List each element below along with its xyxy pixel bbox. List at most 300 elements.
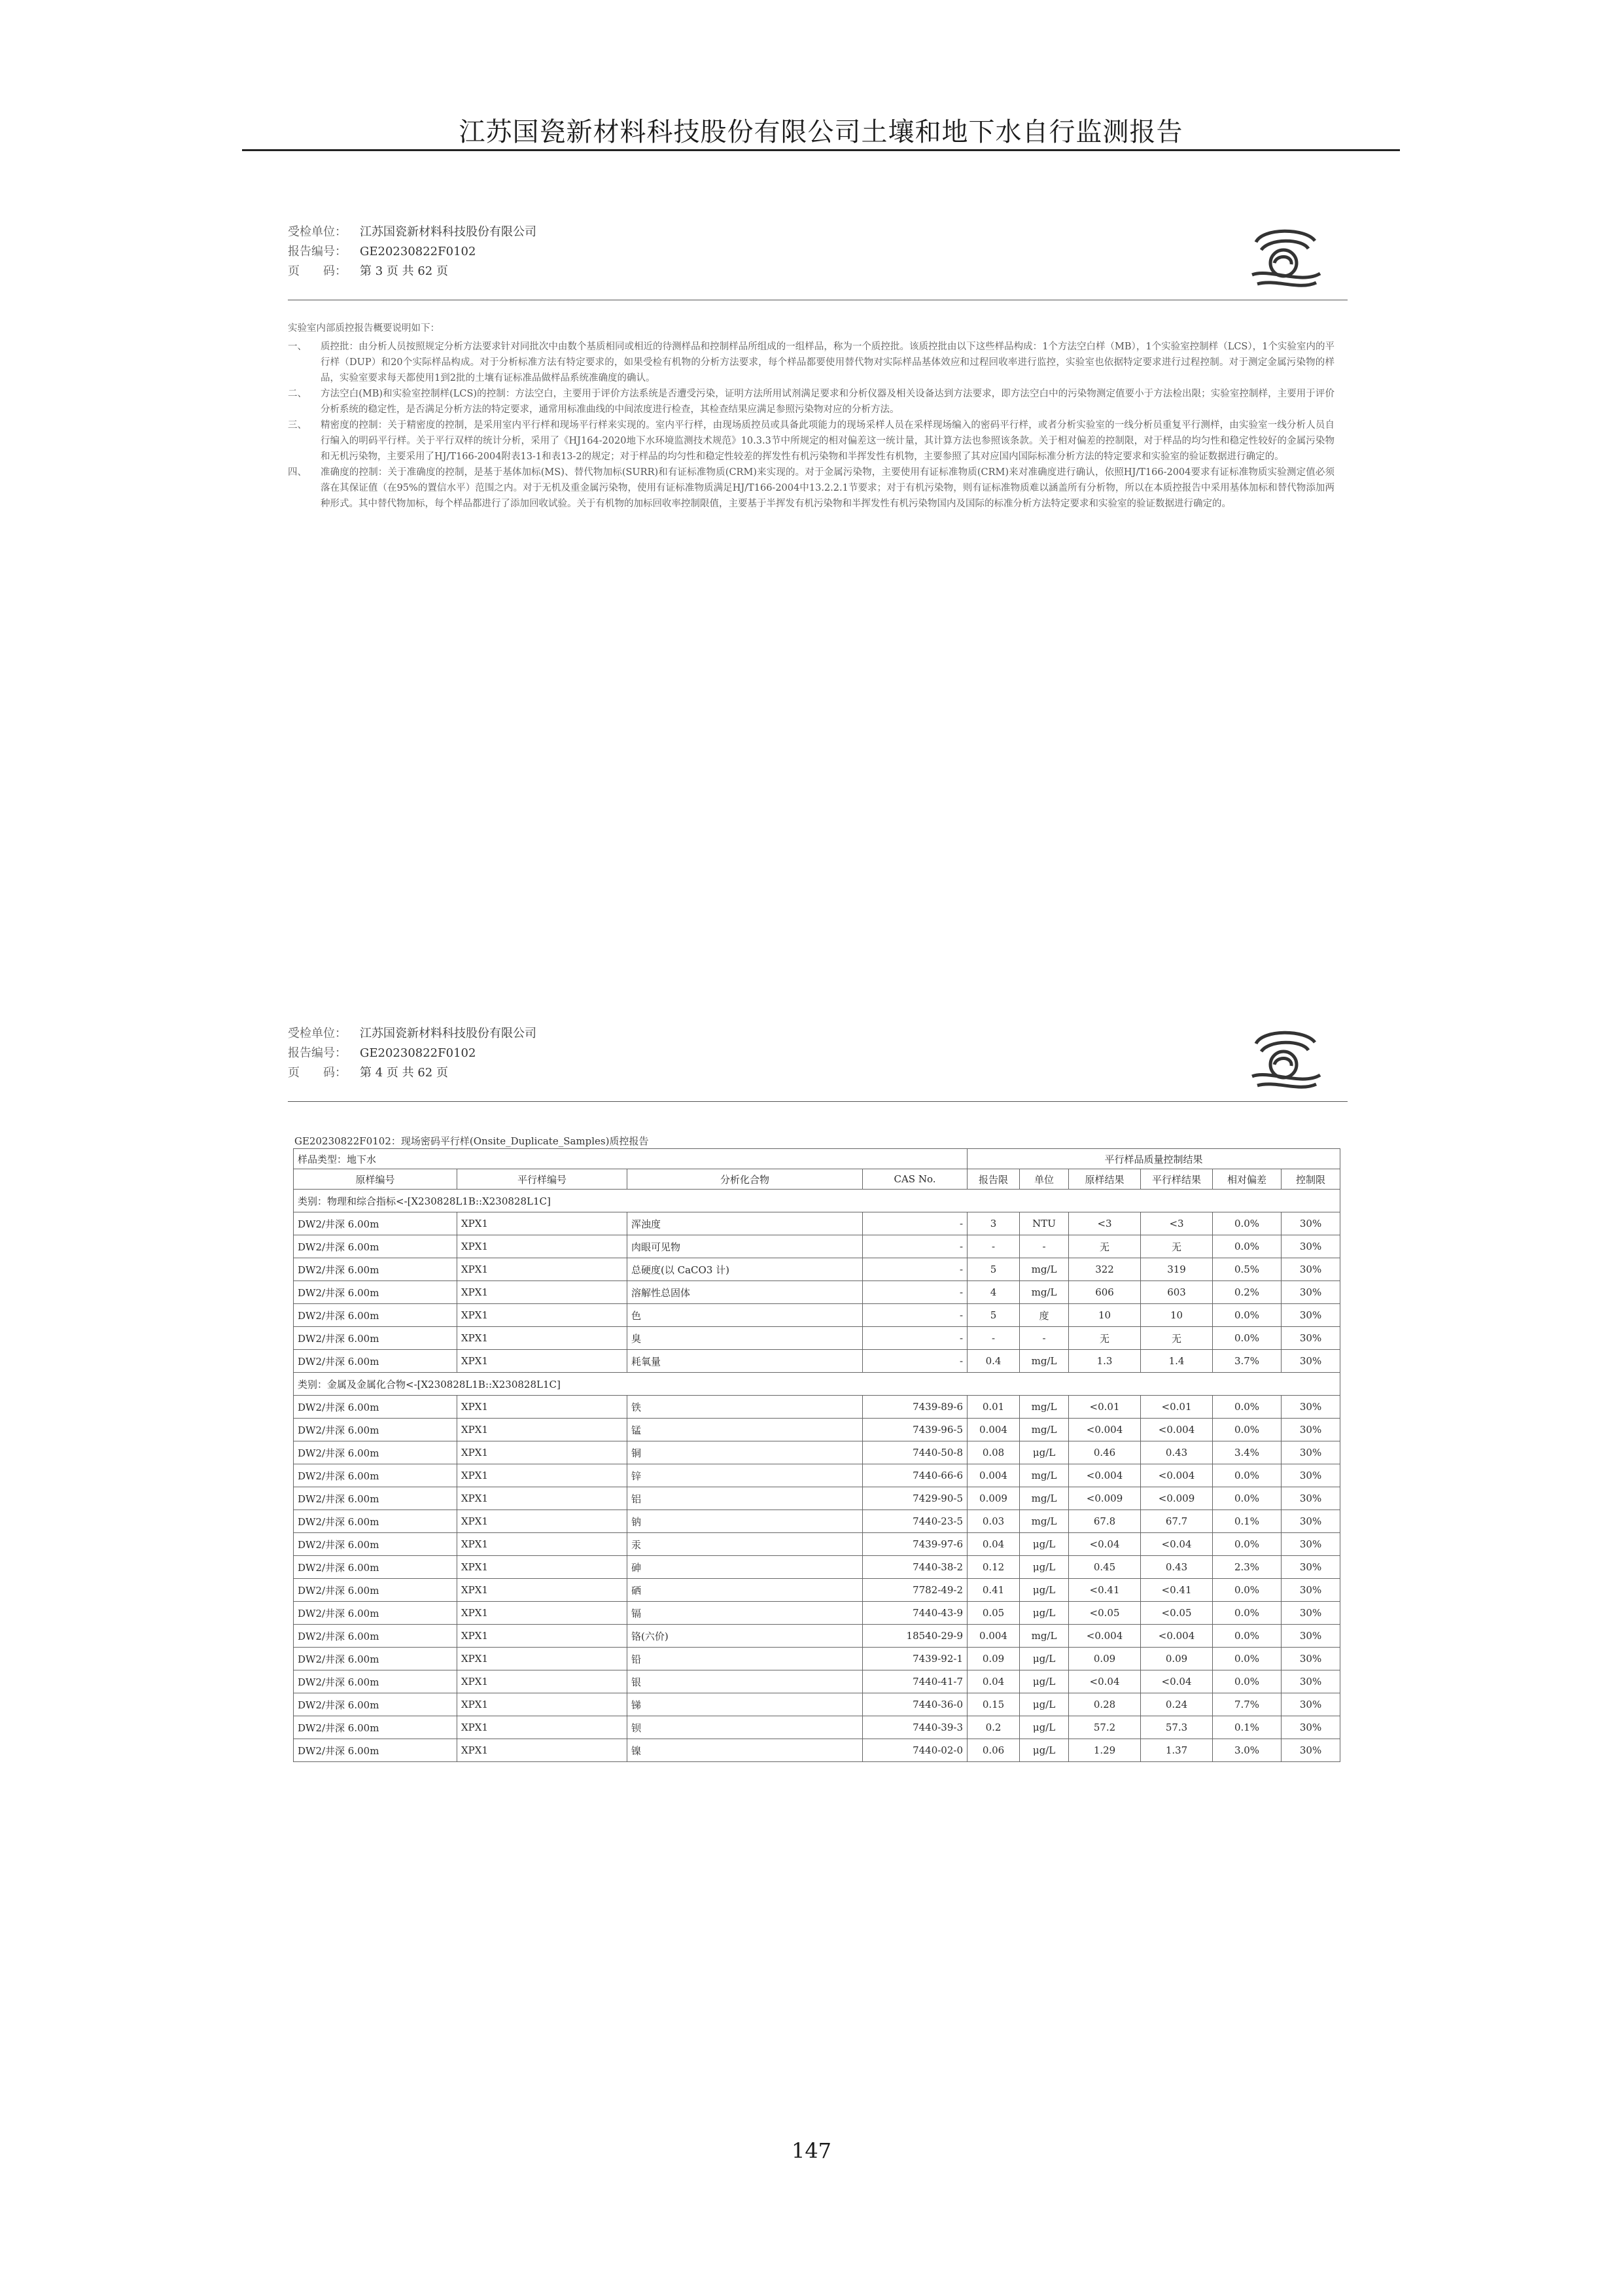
table-cell: XPX1 bbox=[457, 1235, 627, 1258]
table-cell: 锰 bbox=[627, 1419, 863, 1441]
table-cell: DW2/井深 6.00m bbox=[294, 1533, 457, 1556]
report-meta bbox=[288, 222, 536, 281]
table-cell: XPX1 bbox=[457, 1670, 627, 1693]
table-cell: DW2/井深 6.00m bbox=[294, 1327, 457, 1350]
table-cell: μg/L bbox=[1020, 1739, 1069, 1762]
meta-value: 第 4 页 共 62 页 bbox=[360, 1066, 448, 1080]
table-cell: 30% bbox=[1282, 1693, 1340, 1716]
table-cell: 30% bbox=[1282, 1510, 1340, 1533]
table-cell: 30% bbox=[1282, 1739, 1340, 1762]
table-cell: 30% bbox=[1282, 1419, 1340, 1441]
table-cell: 总硬度(以 CaCO3 计) bbox=[627, 1258, 863, 1281]
table-cell: 30% bbox=[1282, 1441, 1340, 1464]
table-cell: 肉眼可见物 bbox=[627, 1235, 863, 1258]
table-cell: XPX1 bbox=[457, 1419, 627, 1441]
meta-row bbox=[288, 242, 536, 262]
table-cell: <0.004 bbox=[1069, 1464, 1141, 1487]
table-cell: 0.09 bbox=[1141, 1648, 1213, 1670]
meta-row bbox=[288, 262, 536, 281]
table-cell: 603 bbox=[1141, 1281, 1213, 1304]
company-logo-icon bbox=[1243, 1024, 1328, 1093]
table-cell: 7439-92-1 bbox=[863, 1648, 968, 1670]
qc-note-number: 一、 bbox=[288, 342, 307, 352]
table-cell: 30% bbox=[1282, 1212, 1340, 1235]
table-cell: mg/L bbox=[1020, 1487, 1069, 1510]
table-cell: 18540-29-9 bbox=[863, 1625, 968, 1648]
table-cell: 0.12 bbox=[968, 1556, 1020, 1579]
table-cell: 浑浊度 bbox=[627, 1212, 863, 1235]
table-cell: 30% bbox=[1282, 1670, 1340, 1693]
table-cell: 镉 bbox=[627, 1602, 863, 1625]
table-cell: 1.4 bbox=[1141, 1350, 1213, 1373]
table-cell: 0.0% bbox=[1213, 1327, 1282, 1350]
meta-key: 页 码： bbox=[288, 1066, 347, 1080]
table-cell: 4 bbox=[968, 1281, 1020, 1304]
table-cell: XPX1 bbox=[457, 1533, 627, 1556]
table-cell: 锌 bbox=[627, 1464, 863, 1487]
table-row bbox=[294, 1258, 1340, 1281]
table-row bbox=[294, 1739, 1340, 1762]
table-cell: - bbox=[968, 1235, 1020, 1258]
table-cell: 0.0% bbox=[1213, 1670, 1282, 1693]
table-cell: 砷 bbox=[627, 1556, 863, 1579]
table-row bbox=[294, 1464, 1340, 1487]
meta-value: 江苏国瓷新材料科技股份有限公司 bbox=[360, 1027, 536, 1040]
table-cell: DW2/井深 6.00m bbox=[294, 1212, 457, 1235]
meta-value: 第 3 页 共 62 页 bbox=[360, 264, 448, 278]
table-cell: 铜 bbox=[627, 1441, 863, 1464]
table-cell: 7440-43-9 bbox=[863, 1602, 968, 1625]
table-cell: 7440-39-3 bbox=[863, 1716, 968, 1739]
table-cell: 臭 bbox=[627, 1327, 863, 1350]
qc-note-text: 准确度的控制：关于准确度的控制，是基于基体加标(MS)、替代物加标(SURR)和有证标准物质(CRM)来实现的。对于金属污染物，主要使用有证标准物质(CRM)来对准确度进行确认，依照HJ/T166-2004要求有证标准物质实验测定值必须落在其保证值（在95%的置信水平）范围之内。对于无机及重金属污染物，使用有证标准物质满足HJ/T166-2004中13.2.2.1节要求；对于有机污染物，则有证标准物质难以涵盖所有分析物，所以在本质控报告中采用基体加标和替代物添加两种形式。其中替代物加标，每个样品都进行了添加回收试验。关于有机物的加标回收率控制限值，主要基于半挥发有机污染物和半挥发性有机污染物国内及国际的标准分析方法特定要求和实验室的验证数据进行确定的。 bbox=[321, 467, 1335, 509]
table-cell: XPX1 bbox=[457, 1327, 627, 1350]
table-cell: 无 bbox=[1141, 1327, 1213, 1350]
table-cell: 无 bbox=[1069, 1327, 1141, 1350]
table-cell: μg/L bbox=[1020, 1602, 1069, 1625]
table-cell: 30% bbox=[1282, 1281, 1340, 1304]
table-cell: <0.004 bbox=[1069, 1419, 1141, 1441]
table-cell: <3 bbox=[1069, 1212, 1141, 1235]
meta-key: 受检单位： bbox=[288, 1027, 347, 1040]
table-cell: XPX1 bbox=[457, 1212, 627, 1235]
table-cell: <0.41 bbox=[1069, 1579, 1141, 1602]
table-cell: 2.3% bbox=[1213, 1556, 1282, 1579]
table-cell: μg/L bbox=[1020, 1441, 1069, 1464]
table-cell: 319 bbox=[1141, 1258, 1213, 1281]
table-cell: 0.43 bbox=[1141, 1556, 1213, 1579]
table-cell: 0.2% bbox=[1213, 1281, 1282, 1304]
table-cell: 镍 bbox=[627, 1739, 863, 1762]
table-cell: 3.7% bbox=[1213, 1350, 1282, 1373]
table-cell: XPX1 bbox=[457, 1739, 627, 1762]
table-cell: 7440-66-6 bbox=[863, 1464, 968, 1487]
table-cell: μg/L bbox=[1020, 1533, 1069, 1556]
meta-key: 报告编号： bbox=[288, 1046, 347, 1060]
table-cell: 0.0% bbox=[1213, 1625, 1282, 1648]
table-cell: DW2/井深 6.00m bbox=[294, 1602, 457, 1625]
table-cell: 0.004 bbox=[968, 1419, 1020, 1441]
table-cell: - bbox=[1020, 1235, 1069, 1258]
table-cell: XPX1 bbox=[457, 1396, 627, 1419]
column-header: 原样编号 bbox=[294, 1169, 457, 1190]
table-row bbox=[294, 1579, 1340, 1602]
table-cell: XPX1 bbox=[457, 1487, 627, 1510]
table-cell: 0.0% bbox=[1213, 1464, 1282, 1487]
table-cell: 606 bbox=[1069, 1281, 1141, 1304]
qc-note-number: 二、 bbox=[288, 389, 307, 399]
table-cell: 3.4% bbox=[1213, 1441, 1282, 1464]
table-cell: 3 bbox=[968, 1212, 1020, 1235]
table-cell: 30% bbox=[1282, 1258, 1340, 1281]
meta-key: 页 码： bbox=[288, 264, 347, 278]
table-cell: 7440-41-7 bbox=[863, 1670, 968, 1693]
column-header: 报告限 bbox=[968, 1169, 1020, 1190]
meta-key: 受检单位： bbox=[288, 225, 347, 239]
table-cell: XPX1 bbox=[457, 1304, 627, 1327]
qc-note-text: 质控批：由分析人员按照规定分析方法要求针对同批次中由数个基质相同或相近的待测样品和控制样品所组成的一组样品，称为一个质控批。该质控批由以下这些样品构成：1个方法空白样（MB），1个实验室控制样（LCS），1个实验室内的平行样（DUP）和20个实际样品构成。对于分析标准方法有特定要求的，如果受检有机物的分析方法要求，每个样品都要使用替代物对实际样品基体效应和过程回收率进行监控，实验室也依据特定要求进行过程控制。对于测定金属污染物的样品，实验室要求每天都使用1到2批的土壤有证标准品做样品系统准确度的确认。 bbox=[321, 342, 1335, 383]
table-cell: 7440-36-0 bbox=[863, 1693, 968, 1716]
category-row bbox=[294, 1373, 1340, 1396]
table-cell: 0.1% bbox=[1213, 1510, 1282, 1533]
table-cell: mg/L bbox=[1020, 1396, 1069, 1419]
table-cell: μg/L bbox=[1020, 1648, 1069, 1670]
qc-note-text: 精密度的控制：关于精密度的控制，是采用室内平行样和现场平行样来实现的。室内平行样，由现场质控员或具备此项能力的现场采样人员在采样现场编入的密码平行样，或者分析实验室的一线分析员重复平行测样，由实验室一线分析人员自行编入的明码平行样。关于平行双样的统计分析，采用了《HJ164-2020地下水环境监测技术规范》10.3.3节中所规定的相对偏差这一统计量，其计算方法也参照该条款。关于相对偏差的控制限，对于样品的均匀性和稳定性较好的金属污染物和无机污染物，主要采用了HJ/T166-2004附表13-1和表13-2的规定；对于样品的均匀性和稳定性较差的挥发性有机污染物和半挥发性有机物，主要参照了其对应国内国际标准分析方法的特定要求和实验室的验证数据进行确定的。 bbox=[321, 420, 1335, 462]
table-cell: - bbox=[863, 1258, 968, 1281]
table-cell: 铝 bbox=[627, 1487, 863, 1510]
table-cell: 67.8 bbox=[1069, 1510, 1141, 1533]
table-cell: 30% bbox=[1282, 1487, 1340, 1510]
table-cell: 无 bbox=[1141, 1235, 1213, 1258]
table-cell: XPX1 bbox=[457, 1625, 627, 1648]
category-row bbox=[294, 1190, 1340, 1212]
table-cell: 5 bbox=[968, 1304, 1020, 1327]
table-cell: 1.29 bbox=[1069, 1739, 1141, 1762]
table-cell: DW2/井深 6.00m bbox=[294, 1396, 457, 1419]
scanned-page-4 bbox=[288, 1024, 1348, 1783]
table-cell: DW2/井深 6.00m bbox=[294, 1716, 457, 1739]
table-cell: XPX1 bbox=[457, 1579, 627, 1602]
table-cell: mg/L bbox=[1020, 1350, 1069, 1373]
table-cell: DW2/井深 6.00m bbox=[294, 1441, 457, 1464]
meta-value: 江苏国瓷新材料科技股份有限公司 bbox=[360, 225, 536, 239]
table-cell: 0.05 bbox=[968, 1602, 1020, 1625]
qc-report-title: GE20230822F0102：现场密码平行样(Onsite_Duplicate_Samples)质控报告 bbox=[294, 1135, 649, 1147]
qc-note bbox=[288, 386, 1335, 417]
table-cell: DW2/井深 6.00m bbox=[294, 1419, 457, 1441]
table-cell: 0.45 bbox=[1069, 1556, 1141, 1579]
page-number: 147 bbox=[791, 2138, 832, 2163]
table-cell: - bbox=[863, 1212, 968, 1235]
table-row bbox=[294, 1281, 1340, 1304]
meta-value: GE20230822F0102 bbox=[360, 1046, 476, 1060]
table-cell: 30% bbox=[1282, 1716, 1340, 1739]
meta-key: 报告编号： bbox=[288, 245, 347, 258]
table-cell: DW2/井深 6.00m bbox=[294, 1464, 457, 1487]
table-cell: 0.09 bbox=[1069, 1648, 1141, 1670]
table-cell: <0.004 bbox=[1141, 1464, 1213, 1487]
table-cell: DW2/井深 6.00m bbox=[294, 1281, 457, 1304]
table-cell: 0.03 bbox=[968, 1510, 1020, 1533]
qc-note-number: 三、 bbox=[288, 420, 307, 431]
table-cell: DW2/井深 6.00m bbox=[294, 1510, 457, 1533]
table-cell: 0.0% bbox=[1213, 1212, 1282, 1235]
table-cell: 3.0% bbox=[1213, 1739, 1282, 1762]
table-row bbox=[294, 1441, 1340, 1464]
column-header: 平行样编号 bbox=[457, 1169, 627, 1190]
category-label: 类别：物理和综合指标<-[X230828L1B::X230828L1C] bbox=[294, 1190, 1340, 1212]
table-cell: DW2/井深 6.00m bbox=[294, 1625, 457, 1648]
meta-row bbox=[288, 1063, 536, 1083]
table-cell: XPX1 bbox=[457, 1464, 627, 1487]
scanned-page-3 bbox=[288, 222, 1348, 694]
table-row bbox=[294, 1350, 1340, 1373]
table-cell: 7440-23-5 bbox=[863, 1510, 968, 1533]
table-cell: DW2/井深 6.00m bbox=[294, 1739, 457, 1762]
table-cell: 0.01 bbox=[968, 1396, 1020, 1419]
qc-note-number: 四、 bbox=[288, 467, 307, 478]
table-cell: 0.0% bbox=[1213, 1235, 1282, 1258]
table-cell: mg/L bbox=[1020, 1625, 1069, 1648]
table-cell: mg/L bbox=[1020, 1464, 1069, 1487]
table-cell: 0.0% bbox=[1213, 1533, 1282, 1556]
table-cell: DW2/井深 6.00m bbox=[294, 1648, 457, 1670]
table-cell: <0.004 bbox=[1069, 1625, 1141, 1648]
table-row bbox=[294, 1716, 1340, 1739]
table-cell: 0.0% bbox=[1213, 1648, 1282, 1670]
table-cell: 0.009 bbox=[968, 1487, 1020, 1510]
table-row bbox=[294, 1510, 1340, 1533]
table-cell: <3 bbox=[1141, 1212, 1213, 1235]
table-row bbox=[294, 1625, 1340, 1648]
table-cell: 322 bbox=[1069, 1258, 1141, 1281]
table-row bbox=[294, 1602, 1340, 1625]
table-cell: XPX1 bbox=[457, 1602, 627, 1625]
qc-note bbox=[288, 339, 1335, 386]
table-cell: 0.41 bbox=[968, 1579, 1020, 1602]
table-cell: <0.009 bbox=[1141, 1487, 1213, 1510]
table-cell: 耗氧量 bbox=[627, 1350, 863, 1373]
table-cell: <0.04 bbox=[1141, 1533, 1213, 1556]
table-cell: - bbox=[863, 1327, 968, 1350]
table-cell: 7439-89-6 bbox=[863, 1396, 968, 1419]
table-cell: 57.3 bbox=[1141, 1716, 1213, 1739]
table-cell: 0.28 bbox=[1069, 1693, 1141, 1716]
table-cell: 7782-49-2 bbox=[863, 1579, 968, 1602]
table-cell: DW2/井深 6.00m bbox=[294, 1579, 457, 1602]
table-cell: 7440-38-2 bbox=[863, 1556, 968, 1579]
table-row bbox=[294, 1487, 1340, 1510]
qc-notes bbox=[288, 321, 1335, 512]
table-cell: 1.37 bbox=[1141, 1739, 1213, 1762]
table-cell: DW2/井深 6.00m bbox=[294, 1350, 457, 1373]
table-cell: <0.01 bbox=[1069, 1396, 1141, 1419]
table-row bbox=[294, 1235, 1340, 1258]
table-cell: <0.009 bbox=[1069, 1487, 1141, 1510]
table-cell: μg/L bbox=[1020, 1693, 1069, 1716]
table-cell: 0.4 bbox=[968, 1350, 1020, 1373]
table-cell: 30% bbox=[1282, 1602, 1340, 1625]
table-cell: 0.2 bbox=[968, 1716, 1020, 1739]
column-header: 平行样结果 bbox=[1141, 1169, 1213, 1190]
table-row bbox=[294, 1419, 1340, 1441]
table-cell: 溶解性总固体 bbox=[627, 1281, 863, 1304]
table-cell: 30% bbox=[1282, 1327, 1340, 1350]
table-cell: 30% bbox=[1282, 1625, 1340, 1648]
table-cell: - bbox=[968, 1327, 1020, 1350]
table-cell: 0.0% bbox=[1213, 1579, 1282, 1602]
table-row bbox=[294, 1648, 1340, 1670]
table-cell: <0.04 bbox=[1069, 1670, 1141, 1693]
table-cell: <0.04 bbox=[1141, 1670, 1213, 1693]
table-cell: 0.46 bbox=[1069, 1441, 1141, 1464]
table-cell: XPX1 bbox=[457, 1350, 627, 1373]
table-cell: <0.01 bbox=[1141, 1396, 1213, 1419]
table-cell: 无 bbox=[1069, 1235, 1141, 1258]
category-label: 类别：金属及金属化合物<-[X230828L1B::X230828L1C] bbox=[294, 1373, 1340, 1396]
table-cell: DW2/井深 6.00m bbox=[294, 1235, 457, 1258]
table-cell: 0.04 bbox=[968, 1533, 1020, 1556]
table-cell: μg/L bbox=[1020, 1716, 1069, 1739]
table-cell: 度 bbox=[1020, 1304, 1069, 1327]
meta-row bbox=[288, 1024, 536, 1044]
table-cell: 铬(六价) bbox=[627, 1625, 863, 1648]
table-cell: 0.08 bbox=[968, 1441, 1020, 1464]
table-row bbox=[294, 1212, 1340, 1235]
sample-type: 样品类型：地下水 bbox=[294, 1149, 968, 1169]
table-cell: DW2/井深 6.00m bbox=[294, 1258, 457, 1281]
table-cell: 30% bbox=[1282, 1396, 1340, 1419]
column-header: 分析化合物 bbox=[627, 1169, 863, 1190]
table-cell: 0.04 bbox=[968, 1670, 1020, 1693]
table-cell: 色 bbox=[627, 1304, 863, 1327]
meta-row bbox=[288, 222, 536, 242]
qc-notes-intro: 实验室内部质控报告概要说明如下： bbox=[288, 323, 440, 334]
table-cell: 铁 bbox=[627, 1396, 863, 1419]
table-cell: 0.5% bbox=[1213, 1258, 1282, 1281]
table-cell: 67.7 bbox=[1141, 1510, 1213, 1533]
table-cell: DW2/井深 6.00m bbox=[294, 1670, 457, 1693]
table-cell: 0.0% bbox=[1213, 1396, 1282, 1419]
table-cell: 10 bbox=[1141, 1304, 1213, 1327]
table-cell: <0.004 bbox=[1141, 1419, 1213, 1441]
table-cell: 7439-97-6 bbox=[863, 1533, 968, 1556]
table-cell: XPX1 bbox=[457, 1281, 627, 1304]
table-cell: NTU bbox=[1020, 1212, 1069, 1235]
table-cell: XPX1 bbox=[457, 1441, 627, 1464]
table-cell: <0.05 bbox=[1069, 1602, 1141, 1625]
table-cell: 铅 bbox=[627, 1648, 863, 1670]
table-cell: XPX1 bbox=[457, 1510, 627, 1533]
column-header: 相对偏差 bbox=[1213, 1169, 1282, 1190]
table-cell: 0.43 bbox=[1141, 1441, 1213, 1464]
table-cell: 7440-50-8 bbox=[863, 1441, 968, 1464]
qc-note bbox=[288, 465, 1335, 512]
table-cell: 30% bbox=[1282, 1533, 1340, 1556]
table-row bbox=[294, 1670, 1340, 1693]
company-logo-icon bbox=[1243, 222, 1328, 291]
duplicate-qc-table bbox=[293, 1148, 1340, 1762]
table-cell: XPX1 bbox=[457, 1258, 627, 1281]
meta-row bbox=[288, 1044, 536, 1063]
page-header-title: 江苏国瓷新材料科技股份有限公司土壤和地下水自行监测报告 bbox=[459, 117, 1183, 147]
table-cell: - bbox=[863, 1235, 968, 1258]
table-cell: 30% bbox=[1282, 1579, 1340, 1602]
table-cell: - bbox=[863, 1304, 968, 1327]
table-row bbox=[294, 1396, 1340, 1419]
table-cell: 0.1% bbox=[1213, 1716, 1282, 1739]
table-cell: - bbox=[863, 1350, 968, 1373]
table-cell: μg/L bbox=[1020, 1556, 1069, 1579]
table-cell: <0.04 bbox=[1069, 1533, 1141, 1556]
column-header: 单位 bbox=[1020, 1169, 1069, 1190]
table-cell: 5 bbox=[968, 1258, 1020, 1281]
table-cell: 锑 bbox=[627, 1693, 863, 1716]
column-header: 控制限 bbox=[1282, 1169, 1340, 1190]
header-rule bbox=[242, 149, 1400, 151]
meta-divider bbox=[288, 1101, 1348, 1102]
table-cell: 30% bbox=[1282, 1648, 1340, 1670]
table-cell: 30% bbox=[1282, 1235, 1340, 1258]
column-header: 原样结果 bbox=[1069, 1169, 1141, 1190]
table-cell: DW2/井深 6.00m bbox=[294, 1487, 457, 1510]
table-cell: XPX1 bbox=[457, 1556, 627, 1579]
table-row bbox=[294, 1327, 1340, 1350]
report-meta bbox=[288, 1024, 536, 1083]
table-cell: - bbox=[1020, 1327, 1069, 1350]
table-cell: 7440-02-0 bbox=[863, 1739, 968, 1762]
table-cell: DW2/井深 6.00m bbox=[294, 1556, 457, 1579]
table-cell: 钠 bbox=[627, 1510, 863, 1533]
table-cell: 0.004 bbox=[968, 1464, 1020, 1487]
table-cell: 0.0% bbox=[1213, 1487, 1282, 1510]
table-cell: μg/L bbox=[1020, 1579, 1069, 1602]
table-cell: 汞 bbox=[627, 1533, 863, 1556]
table-cell: <0.004 bbox=[1141, 1625, 1213, 1648]
group-header: 平行样品质量控制结果 bbox=[968, 1149, 1340, 1169]
table-cell: XPX1 bbox=[457, 1716, 627, 1739]
table-cell: 0.004 bbox=[968, 1625, 1020, 1648]
table-cell: 0.0% bbox=[1213, 1602, 1282, 1625]
table-cell: XPX1 bbox=[457, 1693, 627, 1716]
table-cell: XPX1 bbox=[457, 1648, 627, 1670]
table-cell: DW2/井深 6.00m bbox=[294, 1693, 457, 1716]
table-cell: mg/L bbox=[1020, 1510, 1069, 1533]
table-cell: 0.0% bbox=[1213, 1419, 1282, 1441]
column-header: CAS No. bbox=[863, 1169, 968, 1190]
table-cell: 57.2 bbox=[1069, 1716, 1141, 1739]
table-cell: 30% bbox=[1282, 1304, 1340, 1327]
qc-note-text: 方法空白(MB)和实验室控制样(LCS)的控制：方法空白，主要用于评价方法系统是否遭受污染，证明方法所用试剂满足要求和分析仪器及相关设备达到方法要求，即方法空白中的污染物测定值要小于方法检出限；实验室控制样，主要用于评价分析系统的稳定性，是否满足分析方法的特定要求，通常用标准曲线的中间浓度进行检查，其检查结果应满足参照污染物对应的分析方法。 bbox=[321, 389, 1335, 415]
table-cell: 0.06 bbox=[968, 1739, 1020, 1762]
table-cell: <0.05 bbox=[1141, 1602, 1213, 1625]
table-cell: 硒 bbox=[627, 1579, 863, 1602]
table-row bbox=[294, 1556, 1340, 1579]
meta-value: GE20230822F0102 bbox=[360, 245, 476, 258]
table-cell: 0.09 bbox=[968, 1648, 1020, 1670]
table-cell: DW2/井深 6.00m bbox=[294, 1304, 457, 1327]
table-cell: 7439-96-5 bbox=[863, 1419, 968, 1441]
table-cell: 30% bbox=[1282, 1556, 1340, 1579]
table-cell: mg/L bbox=[1020, 1281, 1069, 1304]
table-cell: 0.24 bbox=[1141, 1693, 1213, 1716]
table-cell: 1.3 bbox=[1069, 1350, 1141, 1373]
table-cell: 30% bbox=[1282, 1350, 1340, 1373]
table-cell: 7429-90-5 bbox=[863, 1487, 968, 1510]
table-cell: 7.7% bbox=[1213, 1693, 1282, 1716]
table-row bbox=[294, 1693, 1340, 1716]
table-cell: 30% bbox=[1282, 1464, 1340, 1487]
